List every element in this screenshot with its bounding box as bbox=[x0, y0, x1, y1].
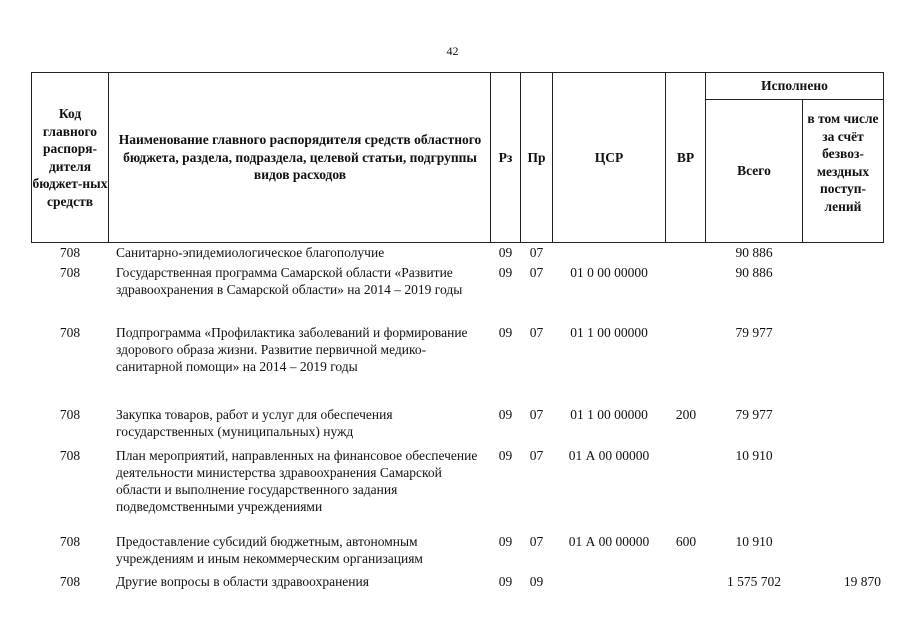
row-pr: 09 bbox=[529, 574, 544, 589]
row-name: Предоставление субсидий бюджетным, автономным учреждениям и иным некоммерческим организациям bbox=[116, 534, 423, 566]
row-code: 708 bbox=[59, 534, 81, 549]
row-code: 708 bbox=[59, 245, 81, 260]
row-csr: 01 1 00 00000 bbox=[570, 325, 648, 340]
row-pr: 07 bbox=[529, 265, 544, 280]
row-name: Государственная программа Самарской области «Развитие здравоохранения в Самарской области» на 2014 – 2019 годы bbox=[116, 265, 463, 297]
row-pr: 07 bbox=[529, 245, 544, 260]
row-code: 708 bbox=[59, 325, 81, 340]
row-total: 90 886 bbox=[735, 245, 773, 260]
row-csr: 01 А 00 00000 bbox=[568, 534, 650, 549]
row-name: План мероприятий, направленных на финансовое обеспечение деятельности министерства здравоохранения Самарской области и выполнение государственного задания подведомственными учреждениями bbox=[116, 448, 478, 514]
row-name: Подпрограмма «Профилактика заболеваний и формирование здорового образа жизни. Развитие первичной медико-санитарной помощи» на 2014 – 2019 годы bbox=[116, 325, 468, 374]
row-name: Закупка товаров, работ и услуг для обеспечения государственных (муниципальных) нужд bbox=[116, 407, 393, 439]
row-csr: 01 1 00 00000 bbox=[570, 407, 648, 422]
header-code: Код главного распоря-дителя бюджет-ных средств bbox=[32, 106, 108, 209]
row-pr: 07 bbox=[529, 407, 544, 422]
row-rz: 09 bbox=[498, 534, 513, 549]
row-code: 708 bbox=[59, 265, 81, 280]
header-name: Наименование главного распорядителя средств областного бюджета, раздела, подраздела, целевой статьи, подгруппы видов расходов bbox=[118, 132, 482, 183]
row-total: 10 910 bbox=[735, 534, 773, 549]
row-csr: 01 0 00 00000 bbox=[570, 265, 648, 280]
header-executed: Исполнено bbox=[761, 78, 828, 94]
row-code: 708 bbox=[59, 448, 81, 463]
row-rz: 09 bbox=[498, 265, 513, 280]
header-total: Всего bbox=[737, 163, 771, 179]
row-rz: 09 bbox=[498, 574, 513, 589]
row-total: 79 977 bbox=[735, 407, 773, 422]
row-total: 10 910 bbox=[735, 448, 773, 463]
row-vr: 200 bbox=[675, 407, 697, 422]
row-name: Другие вопросы в области здравоохранения bbox=[116, 574, 369, 589]
row-csr: 01 А 00 00000 bbox=[568, 448, 650, 463]
header-free-receipts: в том числе за счёт безвоз-мездных поступ-лений bbox=[807, 111, 879, 214]
row-rz: 09 bbox=[498, 448, 513, 463]
header-vr: ВР bbox=[676, 149, 695, 165]
row-pr: 07 bbox=[529, 534, 544, 549]
row-total: 90 886 bbox=[735, 265, 773, 280]
row-rz: 09 bbox=[498, 407, 513, 422]
page-number: 42 bbox=[446, 44, 459, 58]
row-total: 1 575 702 bbox=[727, 574, 781, 589]
row-code: 708 bbox=[59, 574, 81, 589]
row-total: 79 977 bbox=[735, 325, 773, 340]
row-free: 19 870 bbox=[843, 574, 881, 589]
header-pr: Пр bbox=[527, 149, 546, 165]
row-pr: 07 bbox=[529, 325, 544, 340]
header-csr: ЦСР bbox=[594, 149, 624, 165]
row-vr: 600 bbox=[675, 534, 697, 549]
row-name: Санитарно-эпидемиологическое благополучие bbox=[116, 245, 385, 260]
row-rz: 09 bbox=[498, 245, 513, 260]
row-code: 708 bbox=[59, 407, 81, 422]
row-pr: 07 bbox=[529, 448, 544, 463]
header-rz: Рз bbox=[498, 149, 513, 165]
row-rz: 09 bbox=[498, 325, 513, 340]
